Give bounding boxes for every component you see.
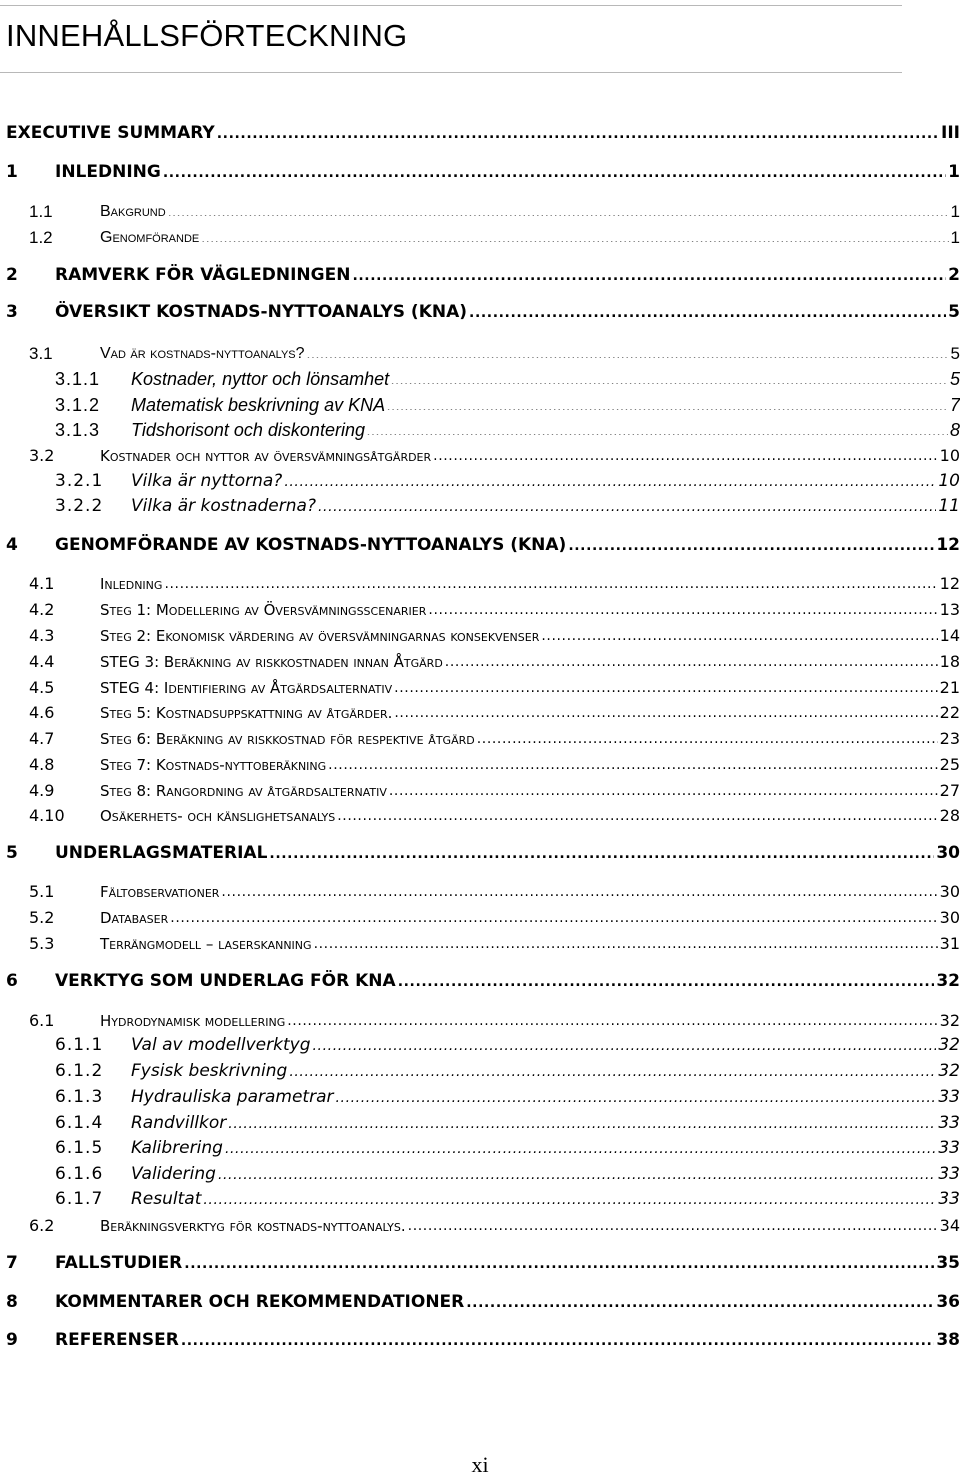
toc-entry[interactable] xyxy=(6,749,960,773)
toc-entry[interactable] xyxy=(6,1210,960,1234)
toc-entry-number: 4.8 xyxy=(29,755,55,774)
dot-leader xyxy=(313,1038,937,1050)
dot-leader xyxy=(367,423,948,435)
dot-leader xyxy=(307,346,949,358)
toc-entry[interactable] xyxy=(6,902,960,926)
toc-entry-title: Inledning xyxy=(100,575,163,593)
toc-entry-page: 12 xyxy=(939,574,960,593)
toc-entry-title: Bakgrund xyxy=(100,203,166,220)
toc-entry[interactable] xyxy=(6,1030,960,1054)
toc-entry-page: 18 xyxy=(939,652,960,671)
dot-leader xyxy=(466,1295,934,1307)
toc-entry-number: 6.1.5 xyxy=(55,1138,104,1158)
toc-entry[interactable] xyxy=(6,1082,960,1106)
toc-entry-page: 10 xyxy=(938,471,960,491)
dot-leader xyxy=(541,628,937,640)
dot-leader xyxy=(217,126,939,138)
toc-entry-page: 5 xyxy=(948,302,960,322)
toc-entry[interactable] xyxy=(6,966,960,990)
toc-entry-number: 5.3 xyxy=(29,934,55,953)
toc-entry-page: 32 xyxy=(939,1011,960,1030)
toc-entry[interactable] xyxy=(6,775,960,799)
toc-entry-page: 1 xyxy=(950,202,960,221)
toc-entry-number: 3.1.1 xyxy=(55,369,101,389)
toc-entry-number: 4.9 xyxy=(29,781,55,800)
toc-entry-number: 6.1.3 xyxy=(55,1087,104,1107)
toc-entry[interactable] xyxy=(6,672,960,696)
toc-entry-number: 4.3 xyxy=(29,626,55,645)
toc-entry-page: 28 xyxy=(939,806,960,825)
toc-entry-number: 9 xyxy=(6,1330,18,1350)
toc-entry-page: 27 xyxy=(939,781,960,800)
toc-entry-number: 4.2 xyxy=(29,600,55,619)
page-title: INNEHÅLLSFÖRTECKNING xyxy=(6,18,408,53)
toc-entry-page: 5 xyxy=(950,344,960,363)
toc-entry-title: STEG 4: Identifiering av Åtgärdsalternativ xyxy=(100,679,393,697)
toc-entry-number: 3.1.2 xyxy=(55,395,101,415)
toc-entry-number: 5 xyxy=(6,843,18,863)
toc-entry[interactable] xyxy=(6,1108,960,1132)
toc-entry-title: EXECUTIVE SUMMARY xyxy=(6,123,215,143)
toc-entry[interactable] xyxy=(6,297,960,321)
toc-entry-title: RAMVERK FÖR VÄGLEDNINGEN xyxy=(55,265,351,285)
toc-entry-page: 13 xyxy=(939,600,960,619)
toc-entry-number: 4 xyxy=(6,535,18,555)
toc-entry[interactable] xyxy=(6,118,960,142)
toc-entry[interactable] xyxy=(6,594,960,618)
toc-entry-title: Hydrauliska parametrar xyxy=(131,1087,334,1107)
toc-entry-number: 6 xyxy=(6,971,18,991)
toc-entry-title: INLEDNING xyxy=(55,162,161,182)
toc-entry[interactable] xyxy=(6,157,960,181)
dot-leader xyxy=(163,165,946,177)
toc-entry-page: 34 xyxy=(939,1216,960,1235)
dot-leader xyxy=(391,372,948,384)
toc-entry-number: 3.2.1 xyxy=(55,471,104,491)
toc-entry-number: 4.7 xyxy=(29,729,55,748)
toc-entry[interactable] xyxy=(6,260,960,284)
dot-leader xyxy=(389,783,938,795)
toc-entry-title: Vad är kostnads-nyttoanalys? xyxy=(100,345,305,362)
dot-leader xyxy=(398,974,935,986)
toc-entry-title: Genomförande xyxy=(100,229,200,246)
dot-leader xyxy=(433,448,937,460)
toc-entry-page: 32 xyxy=(936,971,960,991)
dot-leader xyxy=(225,1141,936,1153)
toc-entry-page: 10 xyxy=(939,446,960,465)
toc-entry-number: 5.2 xyxy=(29,908,55,927)
toc-entry-page: 12 xyxy=(936,535,960,555)
dot-leader xyxy=(445,654,938,666)
toc-entry[interactable] xyxy=(6,222,960,246)
toc-entry[interactable] xyxy=(6,530,960,554)
toc-entry-page: 32 xyxy=(938,1061,960,1081)
toc-entry[interactable] xyxy=(6,364,960,388)
toc-entry-number: 3.1 xyxy=(29,344,53,363)
toc-entry-title: FALLSTUDIER xyxy=(55,1253,183,1273)
dot-leader xyxy=(328,757,937,769)
dot-leader xyxy=(170,910,937,922)
dot-leader xyxy=(284,474,936,486)
toc-entry[interactable] xyxy=(6,646,960,670)
toc-entry-title: Beräkningsverktyg för kostnads-nyttoanalys. xyxy=(100,1217,406,1235)
toc-entry-number: 4.6 xyxy=(29,703,55,722)
dot-leader xyxy=(201,230,948,242)
toc-entry-title: STEG 3: Beräkning av riskkostnaden innan Åtgärd xyxy=(100,653,443,671)
toc-entry-title: Fysisk beskrivning xyxy=(131,1061,288,1081)
dot-leader xyxy=(181,1333,935,1345)
toc-entry[interactable] xyxy=(6,1133,960,1157)
toc-entry-number: 5.1 xyxy=(29,882,55,901)
dot-leader xyxy=(387,398,948,410)
toc-entry-page: 25 xyxy=(939,755,960,774)
toc-entry-title: Databaser xyxy=(100,909,169,927)
toc-entry-page: 33 xyxy=(938,1113,960,1133)
toc-entry[interactable] xyxy=(6,568,960,592)
toc-entry[interactable] xyxy=(6,697,960,721)
toc-entry-number: 6.1 xyxy=(29,1011,55,1030)
toc-entry-page: 23 xyxy=(939,729,960,748)
toc-entry-title: Steg 8: Rangordning av åtgärdsalternativ xyxy=(100,782,387,800)
toc-entry-title: GENOMFÖRANDE AV KOSTNADS-NYTTOANALYS (KNA) xyxy=(55,535,567,555)
dot-leader xyxy=(184,1256,934,1268)
toc-entry-title: Hydrodynamisk modellering xyxy=(100,1012,286,1030)
dot-leader xyxy=(352,268,946,280)
toc-entry-number: 4.4 xyxy=(29,652,55,671)
toc-entry-title: Steg 1: Modellering av Översvämningsscenarier xyxy=(100,601,427,619)
toc-entry-number: 1.1 xyxy=(29,202,53,221)
toc-entry-title: Kalibrering xyxy=(131,1138,223,1158)
toc-entry-title: Val av modellverktyg xyxy=(131,1035,311,1055)
toc-entry-number: 2 xyxy=(6,265,18,285)
toc-entry-page: 8 xyxy=(949,420,960,440)
dot-leader xyxy=(408,1218,938,1230)
toc-entry[interactable] xyxy=(6,1325,960,1349)
dot-leader xyxy=(477,731,938,743)
dot-leader xyxy=(394,705,937,717)
top-rule xyxy=(0,5,902,6)
toc-entry[interactable] xyxy=(6,390,960,414)
toc-entry-page: 33 xyxy=(938,1138,960,1158)
toc-entry-page: 30 xyxy=(939,908,960,927)
toc-entry[interactable] xyxy=(6,838,960,862)
toc-entry-title: Osäkerhets- och känslighetsanalys xyxy=(100,807,336,825)
toc-entry-number: 1 xyxy=(6,162,18,182)
toc-entry-page: III xyxy=(941,123,960,143)
toc-entry-number: 6.1.4 xyxy=(55,1113,104,1133)
toc-entry[interactable] xyxy=(6,1248,960,1272)
toc-entry-page: 33 xyxy=(938,1087,960,1107)
dot-leader xyxy=(168,204,949,216)
toc-entry-page: 30 xyxy=(936,843,960,863)
dot-leader xyxy=(221,884,937,896)
toc-entry-page: 32 xyxy=(938,1035,960,1055)
toc-entry-title: UNDERLAGSMATERIAL xyxy=(55,843,268,863)
dot-leader xyxy=(568,538,934,550)
toc-entry[interactable] xyxy=(6,440,960,464)
toc-entry-page: 36 xyxy=(936,1292,960,1312)
dot-leader xyxy=(203,1192,936,1204)
toc-entry-title: Vilka är kostnaderna? xyxy=(131,496,316,516)
toc-entry-number: 4.5 xyxy=(29,678,55,697)
toc-entry-title: Steg 6: Beräkning av riskkostnad för respektive åtgärd xyxy=(100,730,475,748)
toc-entry-page: 30 xyxy=(939,882,960,901)
toc-entry[interactable] xyxy=(6,491,960,515)
toc-entry-title: Vilka är nyttorna? xyxy=(131,471,283,491)
toc-entry[interactable] xyxy=(6,620,960,644)
toc-entry[interactable] xyxy=(6,1159,960,1183)
dot-leader xyxy=(289,1064,936,1076)
dot-leader xyxy=(287,1013,937,1025)
toc-entry-number: 6.1.1 xyxy=(55,1035,104,1055)
dot-leader xyxy=(269,846,934,858)
toc-entry-number: 4.1 xyxy=(29,574,55,593)
toc-entry-number: 3.2 xyxy=(29,446,55,465)
dot-leader xyxy=(218,1167,936,1179)
toc-entry-page: 38 xyxy=(936,1330,960,1350)
toc-entry-number: 6.1.7 xyxy=(55,1189,104,1209)
toc-entry-number: 6.1.2 xyxy=(55,1061,104,1081)
toc-entry[interactable] xyxy=(6,1184,960,1208)
toc-entry-page: 1 xyxy=(950,228,960,247)
toc-entry[interactable] xyxy=(6,196,960,220)
toc-entry-page: 35 xyxy=(936,1253,960,1273)
toc-entry-title: Kostnader, nyttor och lönsamhet xyxy=(131,369,390,389)
dot-leader xyxy=(469,305,946,317)
toc-entry-title: Kostnader och nyttor av översvämningsåtgärder xyxy=(100,447,432,465)
title-rule xyxy=(0,72,902,73)
toc-entry-number: 3.2.2 xyxy=(55,496,104,516)
toc-entry[interactable] xyxy=(6,800,960,824)
toc-entry-page: 22 xyxy=(939,703,960,722)
dot-leader xyxy=(318,499,936,511)
dot-leader xyxy=(228,1116,936,1128)
toc-entry-title: Resultat xyxy=(131,1189,202,1209)
toc-entry-title: Terrängmodell – laserskanning xyxy=(100,935,312,953)
dot-leader xyxy=(428,602,937,614)
toc-entry-page: 11 xyxy=(938,496,960,516)
toc-entry-page: 33 xyxy=(938,1164,960,1184)
toc-entry-page: 14 xyxy=(939,626,960,645)
toc-entry-title: Tidshorisont och diskontering xyxy=(131,420,365,440)
toc-entry[interactable] xyxy=(6,1005,960,1029)
toc-entry-page: 5 xyxy=(949,369,960,389)
toc-entry-number: 3 xyxy=(6,302,18,322)
toc-entry-number: 6.1.6 xyxy=(55,1164,104,1184)
toc-entry-title: REFERENSER xyxy=(55,1330,179,1350)
dot-leader xyxy=(335,1090,936,1102)
toc-entry[interactable] xyxy=(6,415,960,439)
toc-entry[interactable] xyxy=(6,876,960,900)
toc-entry[interactable] xyxy=(6,928,960,952)
toc-entry-page: 1 xyxy=(948,162,960,182)
toc-entry-page: 33 xyxy=(938,1189,960,1209)
dot-leader xyxy=(394,680,937,692)
toc-entry[interactable] xyxy=(6,466,960,490)
toc-entry[interactable] xyxy=(6,1056,960,1080)
page-number: xi xyxy=(471,1452,489,1477)
dot-leader xyxy=(314,936,938,948)
toc-entry-page: 7 xyxy=(949,395,960,415)
toc-entry-title: Matematisk beskrivning av KNA xyxy=(131,395,386,415)
toc-entry-title: ÖVERSIKT KOSTNADS-NYTTOANALYS (KNA) xyxy=(55,302,468,322)
toc-entry-title: VERKTYG SOM UNDERLAG FÖR KNA xyxy=(55,971,396,991)
toc-entry-page: 21 xyxy=(939,678,960,697)
toc-entry-title: Steg 7: Kostnads-nyttoberäkning xyxy=(100,756,327,774)
toc-entry-number: 7 xyxy=(6,1253,18,1273)
toc-entry-title: Steg 5: Kostnadsuppskattning av åtgärder. xyxy=(100,704,393,722)
toc-entry-page: 31 xyxy=(939,934,960,953)
toc-entry-number: 6.2 xyxy=(29,1216,55,1235)
toc-entry-title: Validering xyxy=(131,1164,216,1184)
toc-entry-number: 1.2 xyxy=(29,228,53,247)
toc-entry[interactable] xyxy=(6,723,960,747)
toc-entry-title: KOMMENTARER OCH REKOMMENDATIONER xyxy=(55,1292,465,1312)
toc-entry-title: Fältobservationer xyxy=(100,883,220,901)
toc-entry-number: 4.10 xyxy=(29,806,65,825)
dot-leader xyxy=(337,808,937,820)
toc-entry[interactable] xyxy=(6,338,960,362)
toc-entry[interactable] xyxy=(6,1287,960,1311)
toc-entry-number: 3.1.3 xyxy=(55,420,101,440)
toc-entry-title: Randvillkor xyxy=(131,1113,227,1133)
toc-entry-title: Steg 2: Ekonomisk värdering av översvämningarnas konsekvenser xyxy=(100,627,540,645)
dot-leader xyxy=(164,576,937,588)
toc-entry-number: 8 xyxy=(6,1292,18,1312)
toc-entry-page: 2 xyxy=(948,265,960,285)
